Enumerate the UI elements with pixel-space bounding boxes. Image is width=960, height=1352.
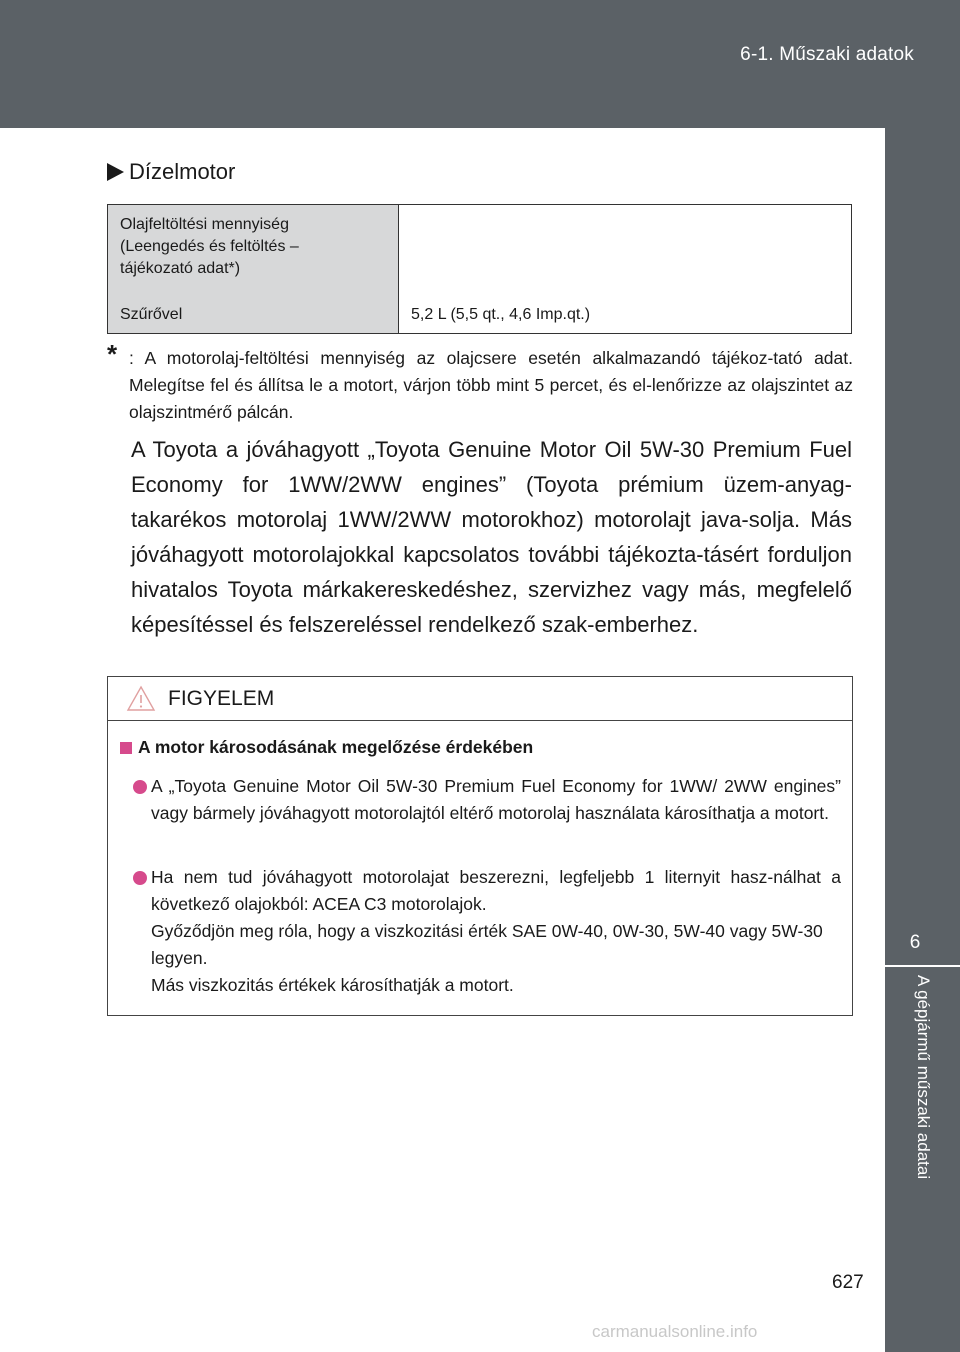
table-label-line: tájékozató adat*) [120,260,241,277]
page-header [0,0,960,128]
warning-bullet-text-extra: Más viszkozitás értékek károsíthatják a motort. [151,975,514,995]
footnote [107,339,853,426]
body-paragraph: A Toyota a jóváhagyott „Toyota Genuine Motor Oil 5W-30 Premium Fuel Economy for 1WW/2WW engines” (Toyota prémium üzem-anyag-takarékos motorolaj 1WW/2WW motorokhoz) motorolajt java-solja. Más jóváhagyott motorolajokkal kapcsolatos további tájékozta-tásért forduljon hivatalos Toyota márkakereskedéshez, szervizhez vagy más, megfelelő képesítéssel és felszereléssel rendelkező szak-emberhez. [131,437,852,637]
chapter-title: A gépjármű műszaki adatai [914,975,933,1180]
oil-capacity-table [107,204,852,334]
warning-bullet-text: Ha nem tud jóváhagyott motorolajat beszerezni, legfeljebb 1 liternyit hasz-nálhat a következő olajokból: ACEA C3 motorolajok. [151,867,841,914]
footnote-text: : A motorolaj-feltöltési mennyiség az olajcsere esetén alkalmazandó tájékoz-tató adat. Melegítse fel és állítsa le a motort, várjon több mint 5 percet, és el-lenőrizze az olajszintet az olajszintmérő pálcán. [129,348,853,422]
warning-triangle-icon [126,685,156,712]
section-title: 6-1. Műszaki adatok [740,44,914,65]
circle-bullet-icon [133,871,147,885]
warning-bullet-text: A „Toyota Genuine Motor Oil 5W-30 Premium Fuel Economy for 1WW/ 2WW engines” vagy bármely jóváhagyott motorolajtól eltérő motorolaj használata károsíthatja a motort. [151,776,841,823]
footnote-marker: * [107,339,118,369]
section-heading [107,159,235,185]
warning-title: FIGYELEM [168,686,275,710]
triangle-bullet-icon [107,163,124,181]
chapter-number: 6 [909,932,921,953]
warning-subheading-text: A motor károsodásának megelőzése érdekében [138,737,534,757]
watermark: carmanualsonline.info [592,1322,758,1341]
table-row-label: Szűrővel [120,306,183,323]
table-row-value: 5,2 L (5,5 qt., 4,6 Imp.qt.) [411,306,591,323]
warning-bullet-text-extra: Győződjön meg róla, hogy a viszkozitási érték SAE 0W-40, 0W-30, 5W-40 vagy 5W-30 legyen. [151,921,823,968]
warning-box [107,676,853,1016]
circle-bullet-icon [133,780,147,794]
warning-header [108,677,852,721]
chapter-divider [885,965,960,967]
warning-bullet [133,773,841,827]
warning-bullet [133,864,841,999]
page-number: 627 [832,1272,864,1293]
square-bullet-icon [120,742,132,754]
section-heading-text: Dízelmotor [129,159,236,184]
table-label-line: Olajfeltöltési mennyiség [120,216,289,233]
table-value-cell [399,205,851,333]
table-label-cell [108,205,399,333]
warning-subheading [120,737,533,758]
table-label-line: (Leengedés és feltöltés – [120,238,299,255]
